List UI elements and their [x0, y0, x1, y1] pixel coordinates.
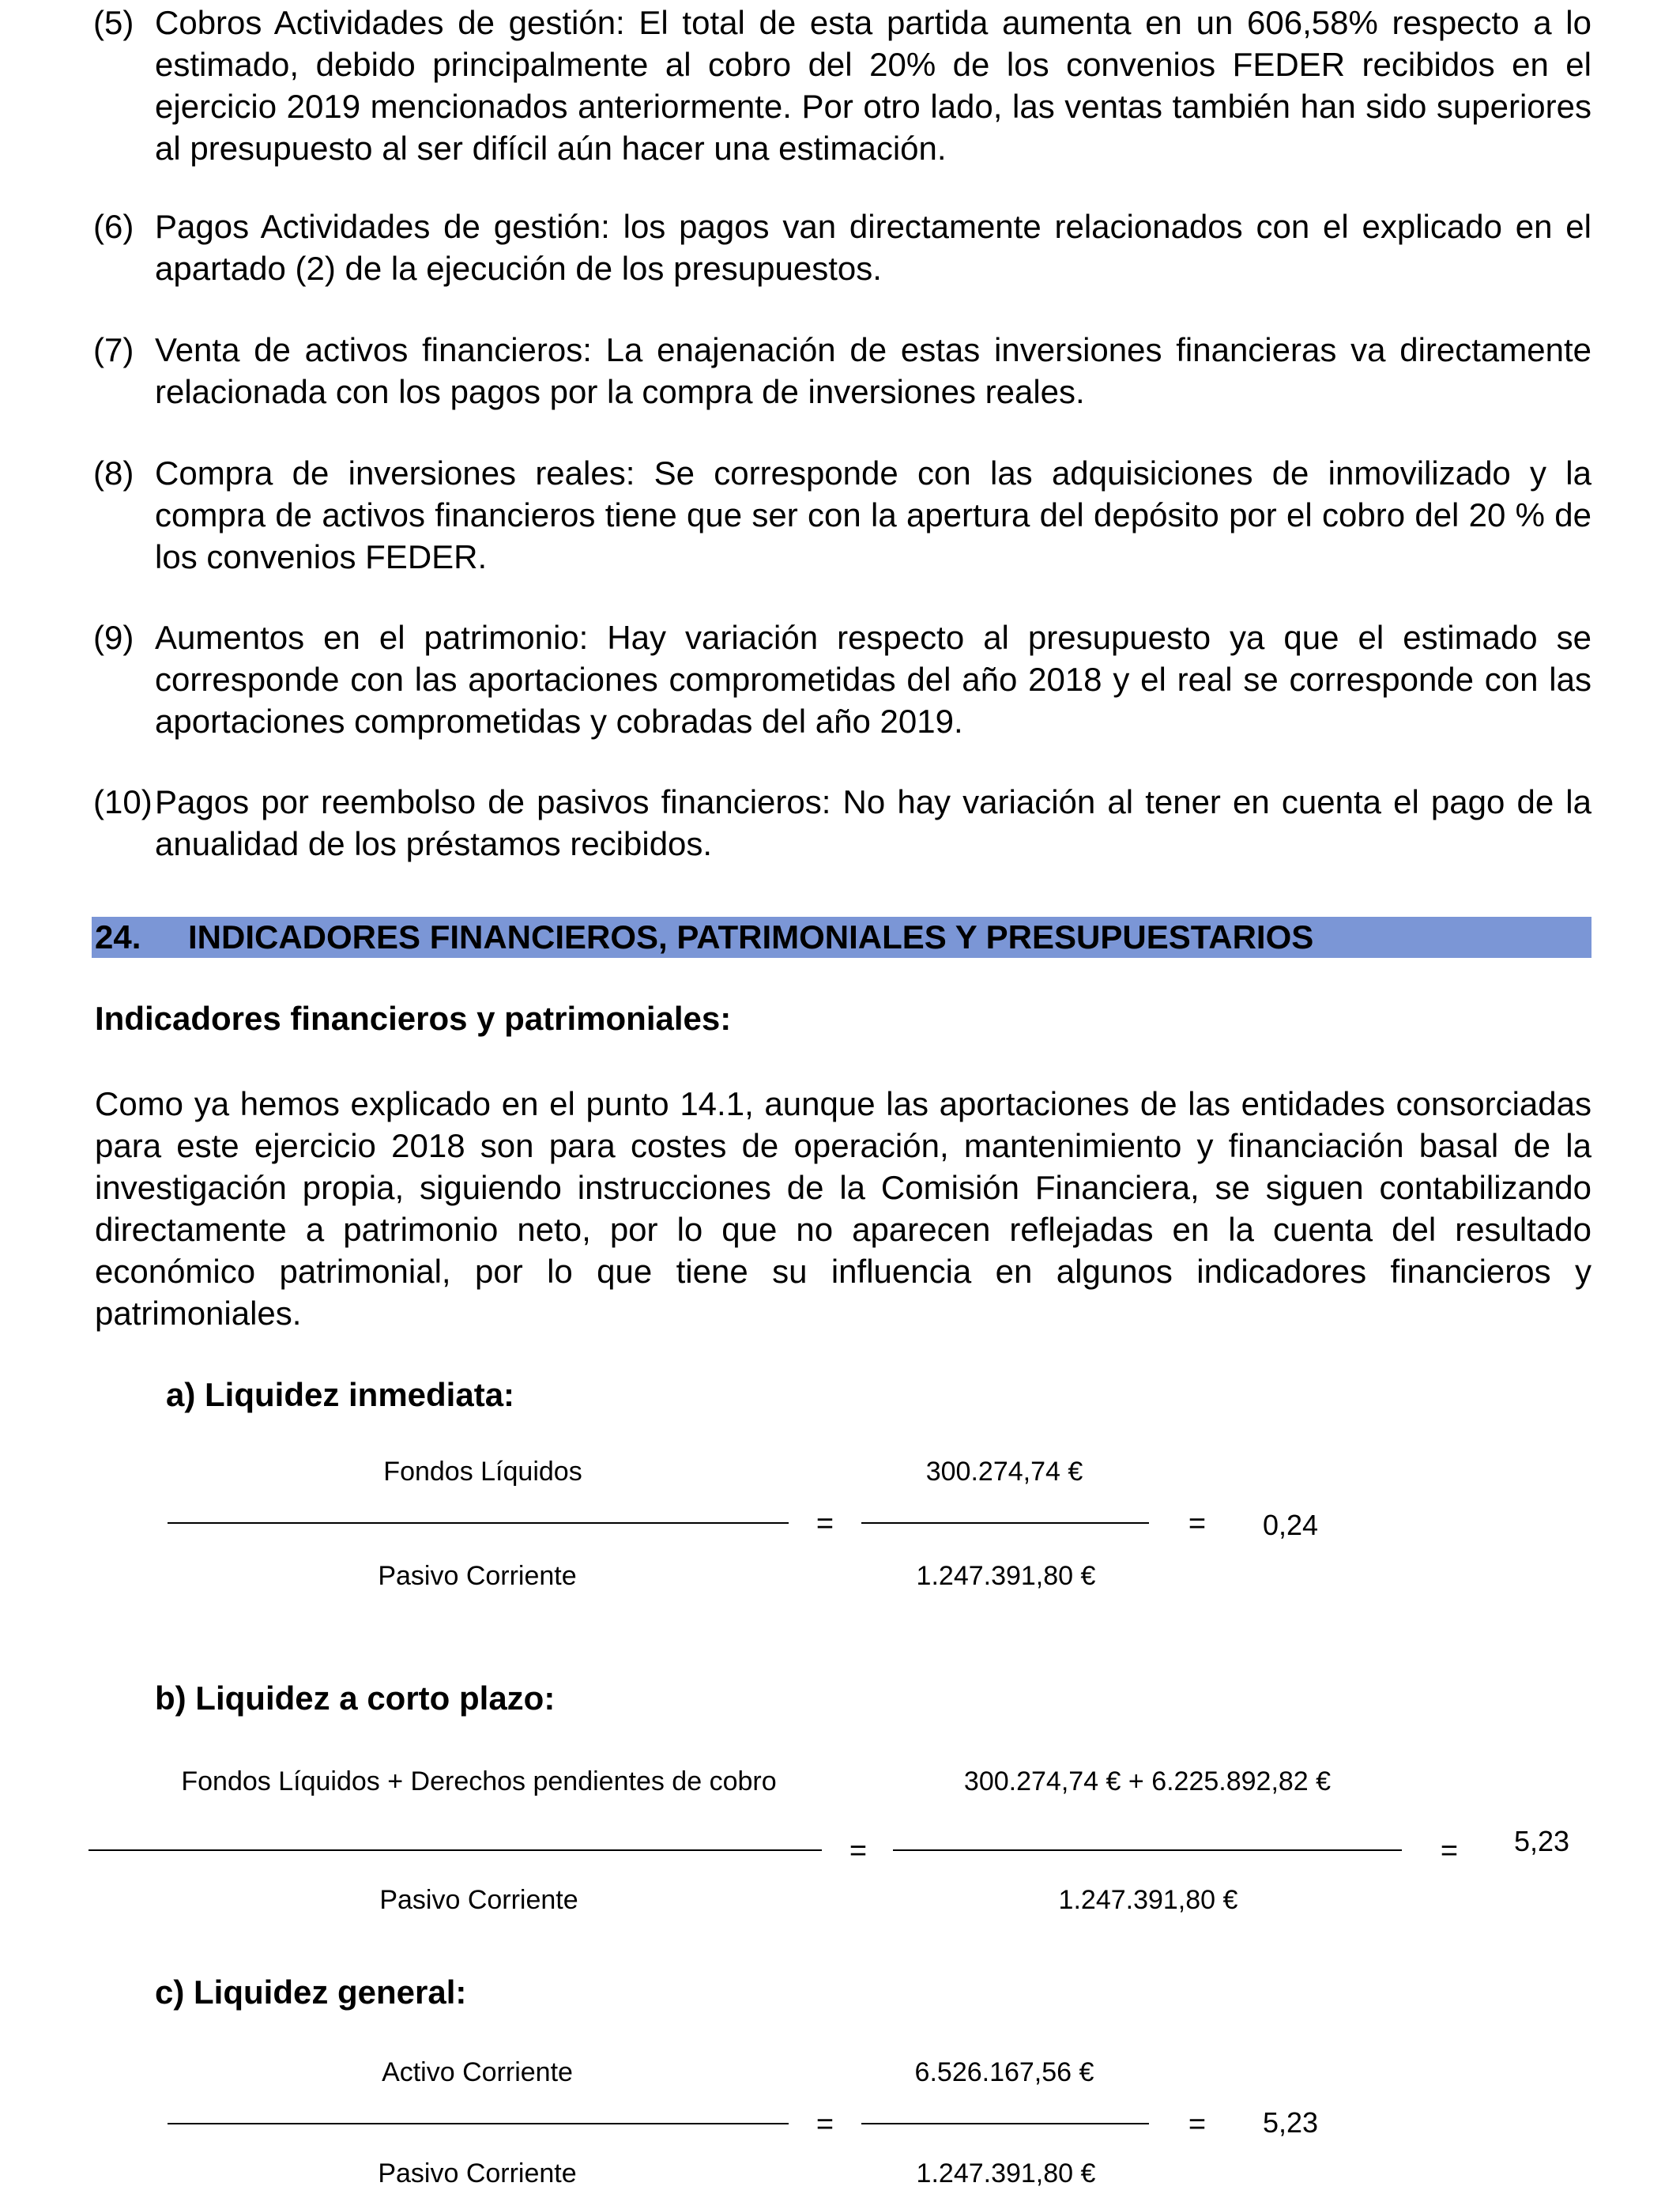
- note-text: Compra de inversiones reales: Se corresponde con las adquisiciones de inmovilizado y la compra de activos financieros tiene que ser con la apertura del depósito por el cobro del 20 % de los convenios FEDER.: [155, 454, 1591, 575]
- indicator-result: 0,24: [1263, 1509, 1319, 1541]
- equals-sign: =: [1188, 1507, 1207, 1540]
- note-text: Cobros Actividades de gestión: El total de esta partida aumenta en un 606,58% respecto a lo estimado, debido principalmente al cobro del 20% de los convenios FEDER recibidos en el ejercicio 2019 mencionados anteriormente. Por otro lado, las ventas también han sido superiores al presupuesto al ser difícil aún hacer una estimación.: [155, 4, 1591, 167]
- intro-paragraph: Como ya hemos explicado en el punto 14.1, aunque las aportaciones de las entidades consorciadas para este ejercicio 2018 son para costes de operación, mantenimiento y financiación basal de la investigación propia, siguiendo instrucciones de la Comisión Financiera, se siguen contabilizando directamente a patrimonio neto, por lo que no aparecen reflejadas en la cuenta del resultado económico patrimonial, por lo que tiene su influencia en algunos indicadores financieros y patrimoniales.: [95, 1085, 1591, 1332]
- fraction-line: [893, 1849, 1402, 1851]
- numerator-label: Activo Corriente: [382, 2057, 573, 2087]
- equals-sign: =: [1188, 2108, 1207, 2141]
- section-title: INDICADORES FINANCIEROS, PATRIMONIALES Y PRESUPUESTARIOS: [188, 918, 1314, 956]
- section-number: 24.: [95, 918, 141, 956]
- fraction-line: [861, 2123, 1149, 2124]
- note-text: Pagos por reembolso de pasivos financieros: No hay variación al tener en cuenta el pago de la anualidad de los préstamos recibidos.: [155, 783, 1591, 862]
- note-9: [93, 616, 1591, 742]
- note-text: Venta de activos financieros: La enajenación de estas inversiones financieras va directamente relacionada con los pagos por la compra de inversiones reales.: [155, 331, 1591, 410]
- indicator-result: 5,23: [1263, 2106, 1319, 2139]
- numerator-label: Fondos Líquidos: [383, 1457, 582, 1487]
- indicator-title: b) Liquidez a corto plazo:: [155, 1679, 556, 1717]
- equals-sign: =: [849, 1834, 868, 1868]
- indicator-title: a) Liquidez inmediata:: [166, 1376, 515, 1413]
- note-text: Aumentos en el patrimonio: Hay variación respecto al presupuesto ya que el estimado se corresponde con las aportaciones comprometidas del año 2018 y el real se corresponde con las aportaciones comprometidas y cobradas del año 2019.: [155, 619, 1591, 740]
- note-10: [93, 781, 1591, 865]
- equals-sign: =: [1440, 1834, 1459, 1868]
- note-number: (5): [93, 4, 134, 41]
- equals-sign: =: [816, 1507, 834, 1540]
- numerator-value: 300.274,74 € + 6.225.892,82 €: [963, 1766, 1332, 1796]
- denominator-label: Pasivo Corriente: [379, 1885, 578, 1915]
- note-6: [93, 205, 1591, 289]
- denominator-value: 1.247.391,80 €: [1058, 1885, 1238, 1915]
- subheading: Indicadores financieros y patrimoniales:: [95, 1000, 732, 1037]
- denominator-label: Pasivo Corriente: [378, 1561, 577, 1591]
- note-5: [93, 2, 1591, 169]
- equals-sign: =: [816, 2108, 834, 2141]
- numerator-value: 300.274,74 €: [925, 1457, 1083, 1487]
- indicator-result: 5,23: [1514, 1825, 1570, 1857]
- section-heading: [92, 917, 1591, 958]
- numerator-label: Fondos Líquidos + Derechos pendientes de cobro: [181, 1766, 777, 1796]
- denominator-label: Pasivo Corriente: [378, 2158, 577, 2188]
- note-text: Pagos Actividades de gestión: los pagos van directamente relacionados con el explicado en el apartado (2) de la ejecución de los presupuestos.: [155, 208, 1591, 287]
- note-number: (10): [93, 783, 153, 820]
- fraction-line: [861, 1522, 1149, 1524]
- denominator-value: 1.247.391,80 €: [916, 2158, 1096, 2188]
- fraction-line: [168, 2123, 789, 2124]
- indicator-title: c) Liquidez general:: [155, 1973, 467, 2011]
- note-7: [93, 329, 1591, 413]
- note-number: (6): [93, 208, 134, 245]
- fraction-line: [89, 1849, 822, 1851]
- note-number: (7): [93, 331, 134, 368]
- denominator-value: 1.247.391,80 €: [916, 1561, 1096, 1591]
- fraction-line: [168, 1522, 789, 1524]
- note-number: (9): [93, 619, 134, 656]
- numerator-value: 6.526.167,56 €: [914, 2057, 1094, 2087]
- note-number: (8): [93, 454, 134, 492]
- note-8: [93, 452, 1591, 578]
